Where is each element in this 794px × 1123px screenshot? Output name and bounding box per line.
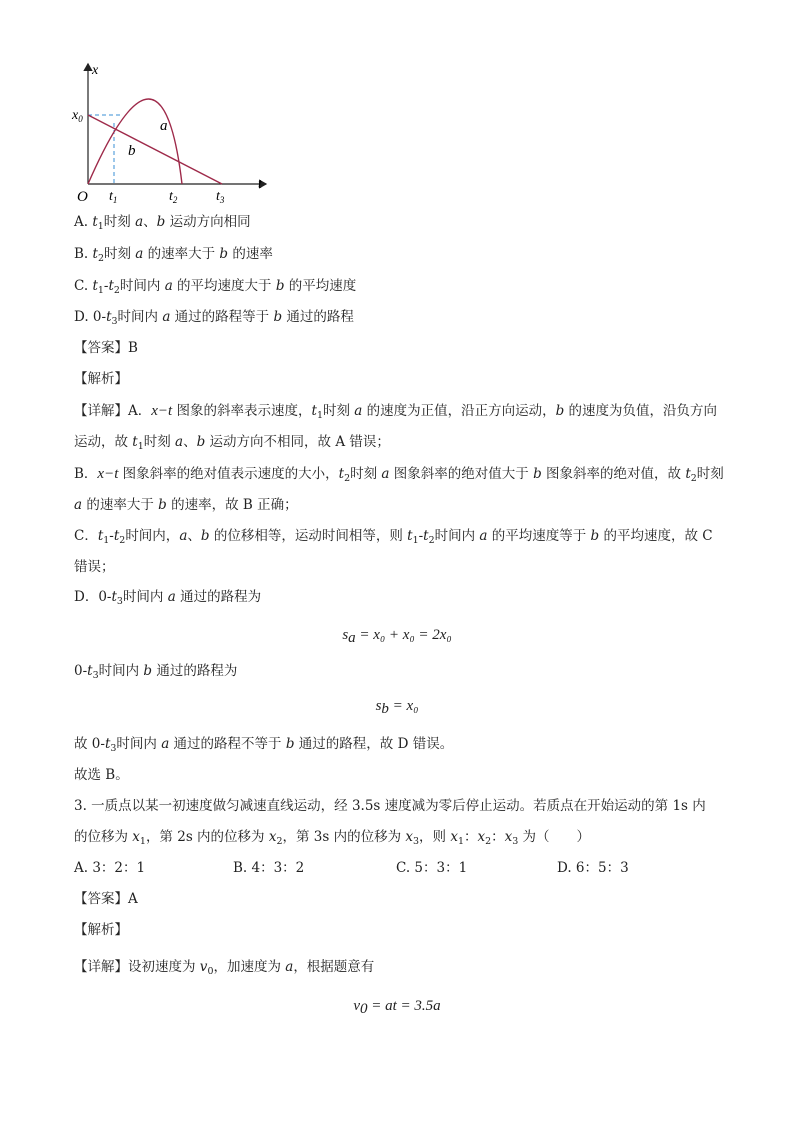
q3-analysis-heading: 【解析】 <box>74 922 128 938</box>
q3-option-b: B. 4：3：2 <box>233 860 305 876</box>
curve-a-label: a <box>160 118 168 134</box>
q2-final-choice: 故选 B。 <box>74 767 129 783</box>
equation-sb: $s_b = x_0$ <box>375 698 419 717</box>
equation-sa: $s_a = x_0 + x_0 = 2x_0$ <box>342 627 452 646</box>
conclusion-line: 故 $0-t_3$时间内 a 通过的路程不等于 b 通过的路程，故 D 错误。 <box>74 736 454 754</box>
q2-option-d: D. $0-t_3$时间内 a 通过的路程等于 b 通过的路程 <box>74 309 354 327</box>
t3-label: $t_3$ <box>216 189 225 205</box>
line-b-label: b <box>128 143 136 159</box>
origin-label: O <box>77 189 88 205</box>
t2-label: $t_2$ <box>169 189 178 205</box>
q2-detail-d: D．$0-t_3$时间内 a 通过的路程为 <box>74 589 262 607</box>
line-b <box>88 115 222 184</box>
q3-option-d: D. 6：5：3 <box>557 860 629 876</box>
q2-detail-b: B．x−t 图象斜率的绝对值表示速度的大小，$t_2$时刻 a 图象斜率的绝对值大于 b 图象斜率的绝对值，故 $t_2$时刻 a 的速率大于 b 的速率，故 B 正确； <box>74 466 724 513</box>
curve-a <box>88 99 182 184</box>
q3-detail: 【详解】设初速度为 $v_0$，加速度为 a，根据题意有 <box>74 959 375 977</box>
equation-v0: $v_0$ = at = 3.5a <box>353 998 441 1017</box>
q3-answer: 【答案】A <box>74 891 138 907</box>
b-path-line: $0-t_3$时间内 b 通过的路程为 <box>74 663 238 681</box>
q3-stem-line1: 3. 一质点以某一初速度做匀减速直线运动，经 3.5s 速度减为零后停止运动。若质点在开始运动的第 1s 内 <box>74 798 706 814</box>
q3-option-c: C. 5：3：1 <box>396 860 468 876</box>
q2-analysis-heading: 【解析】 <box>74 371 128 387</box>
q2-detail-c: C．$t_1-t_2$时间内，a、b 的位移相等，运动时间相等，则 $t_1-t_2$时间内 a 的平均速度等于 b 的平均速度，故 C 错误； <box>74 528 713 575</box>
q3-option-a: A. 3：2：1 <box>74 860 146 876</box>
y-axis-label: x <box>92 63 99 78</box>
q2-option-b: B. $t_2$时刻 a 的速率大于 b 的速率 <box>74 246 273 264</box>
q2-option-a: A. $t_1$时刻 a、b 运动方向相同 <box>74 214 251 232</box>
q3-stem-line2: 的位移为 $x_1$，第 2s 内的位移为 $x_2$，第 3s 内的位移为 $x_3$，则 $x_1$：$x_2$：$x_3$ 为（ ） <box>74 829 591 847</box>
x-axis-label: t <box>258 177 262 192</box>
q2-answer: 【答案】B <box>74 340 138 356</box>
x0-label: $x_0$ <box>72 108 83 124</box>
q2-detail-a: 【详解】A．x−t 图象的斜率表示速度，$t_1$时刻 a 的速度为正值，沿正方向运动，b 的速度为负值，沿负方向运动，故 $t_1$时刻 a、b 运动方向不相同，故 A 错误； <box>74 403 718 452</box>
x-t-graph <box>70 58 280 208</box>
q2-option-c: C. $t_1-t_2$时间内 a 的平均速度大于 b 的平均速度 <box>74 278 357 296</box>
t1-label: $t_1$ <box>109 189 118 205</box>
